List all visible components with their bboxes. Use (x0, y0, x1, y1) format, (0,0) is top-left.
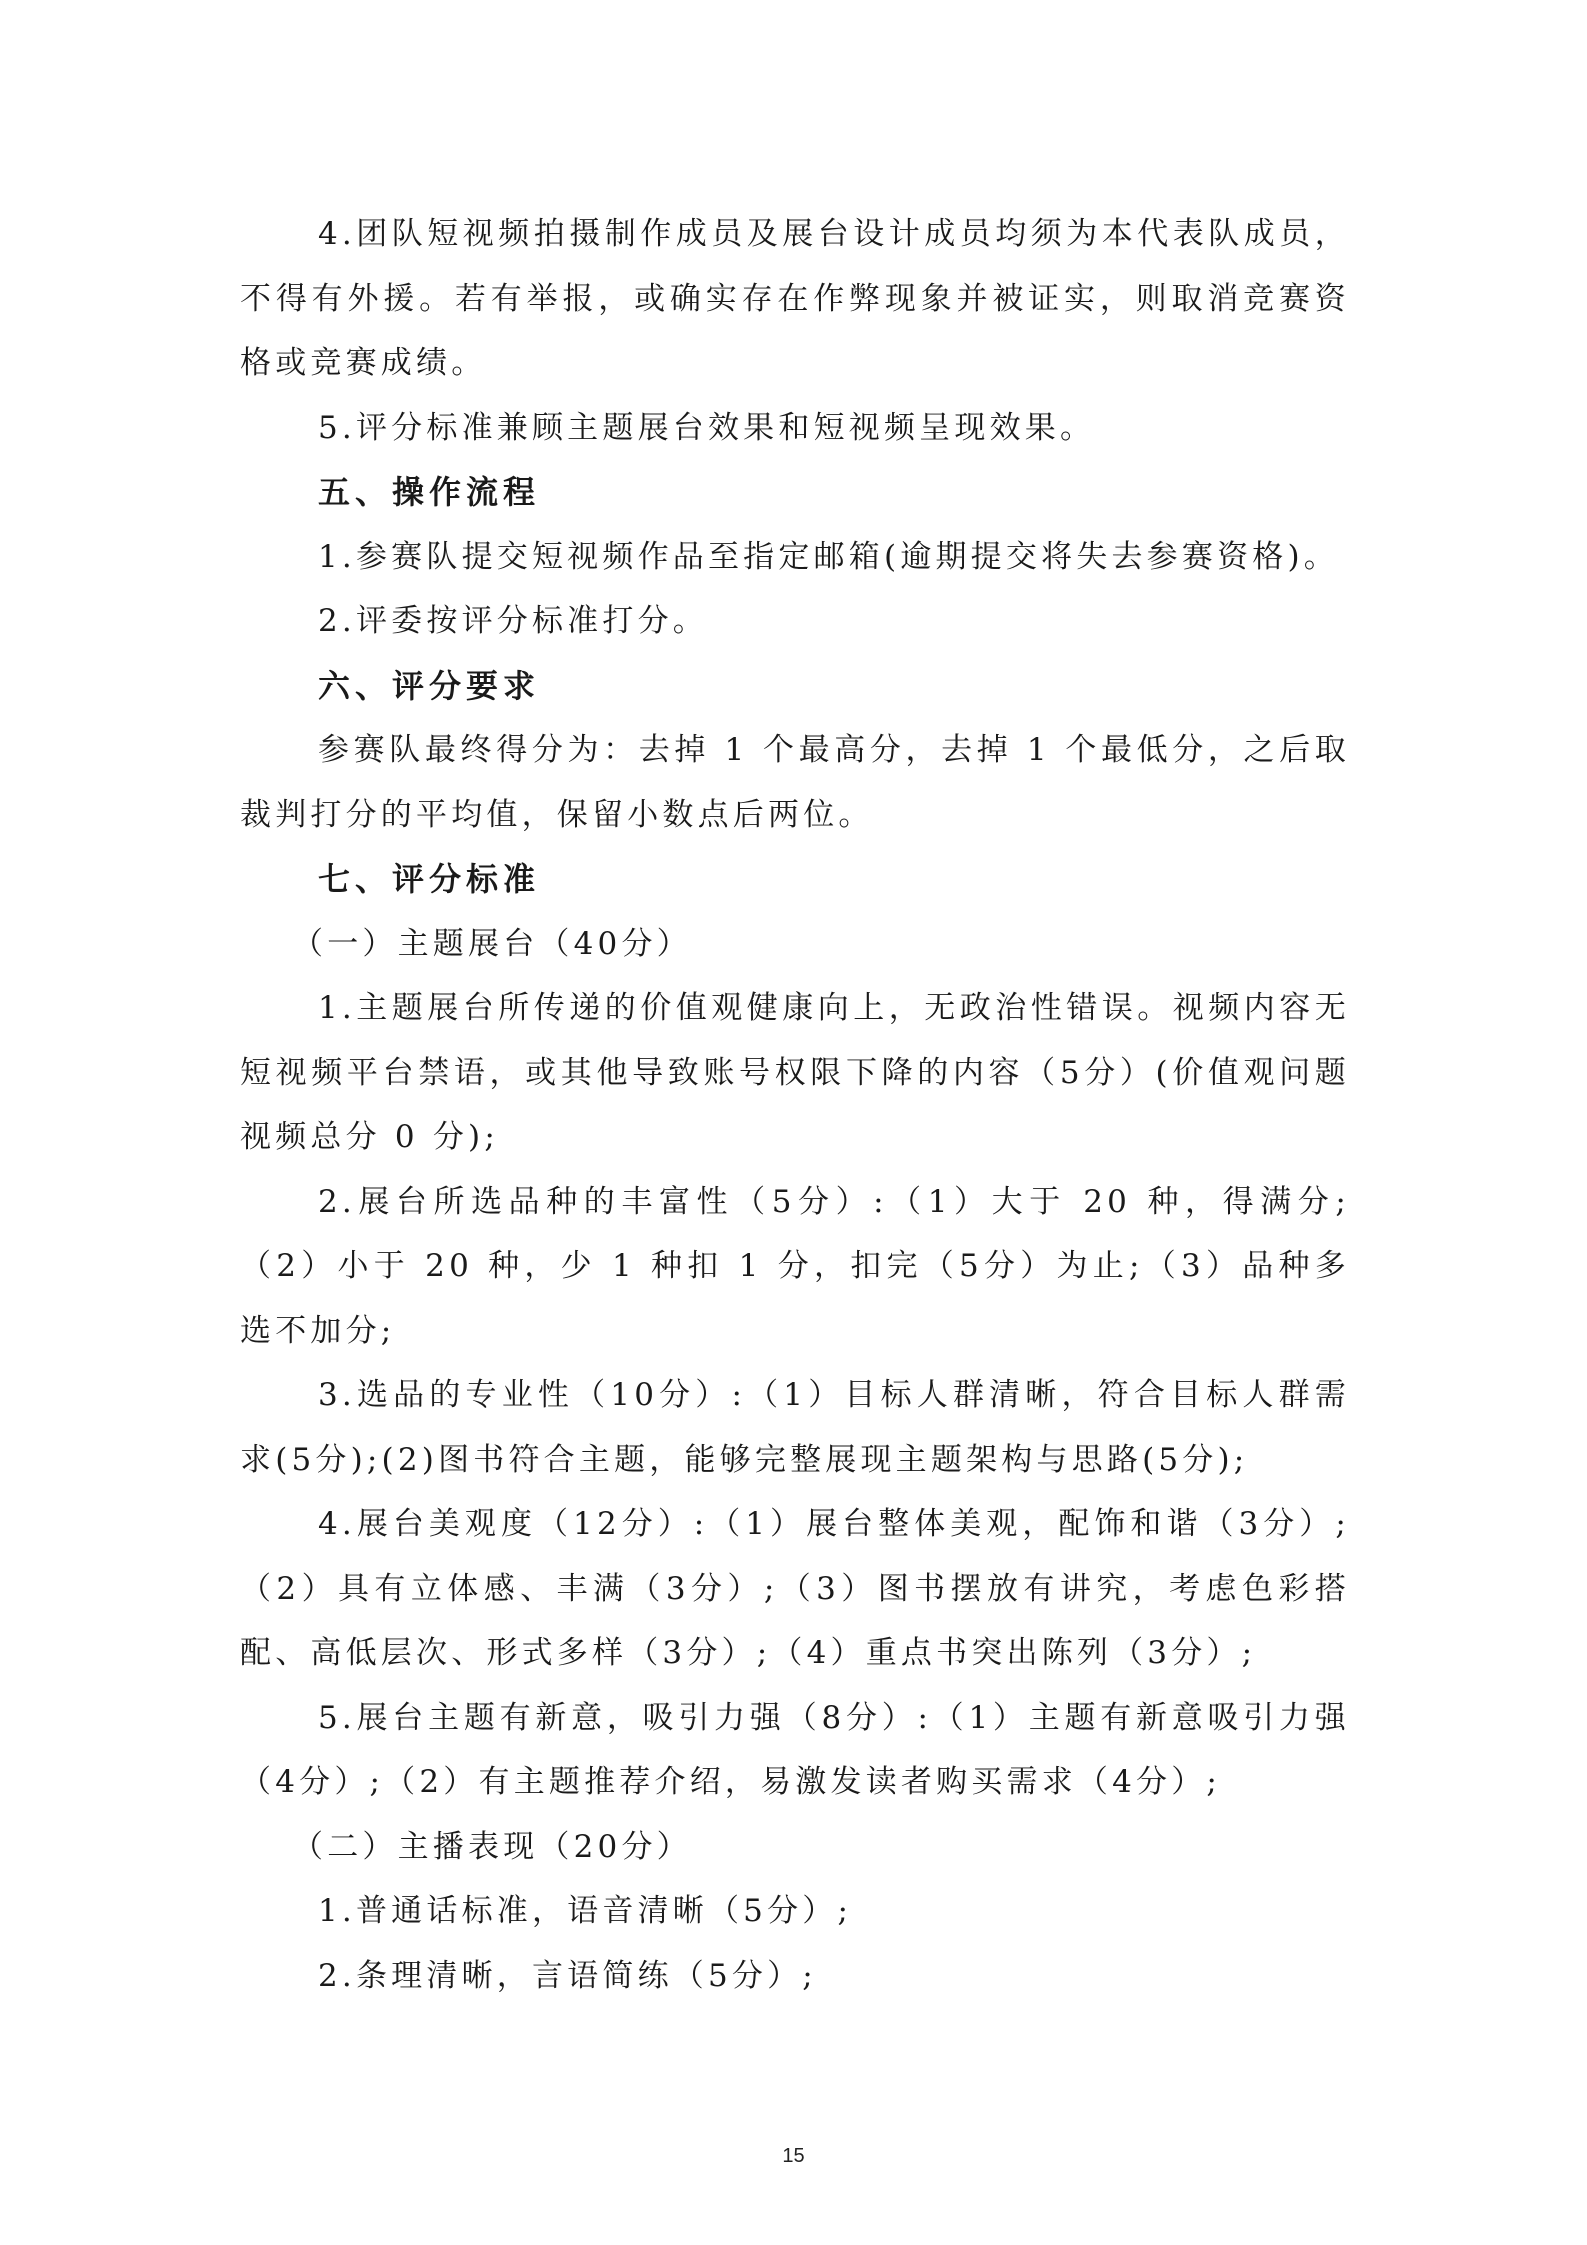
paragraph-mandarin-criterion: 1.普通话标准，语音清晰（5分）; (318, 1893, 853, 1929)
section-heading-scoring-criteria: 七、评分标准 (318, 860, 541, 898)
paragraph-values-criterion: 1.主题展台所传递的价值观健康向上，无政治性错误。视频内容无短视频平台禁语，或其他导致账号权限下降的内容（5分）(价值观问题视频总分 0 分); (240, 990, 1350, 1155)
page-number: 15 (782, 2145, 805, 2167)
paragraph-scoring-balance: 5.评分标准兼顾主题展台效果和短视频呈现效果。 (318, 409, 1096, 446)
paragraph-variety-criterion: 2.展台所选品种的丰富性（5分）:（1）大于 20 种，得满分;（2）小于 20 种，少 1 种扣 1 分，扣完（5分）为止;（3）品种多选不加分; (240, 1183, 1350, 1349)
document-body (240, 202, 1350, 2008)
paragraph-aesthetics-criterion: 4.展台美观度（12分）:（1）展台整体美观，配饰和谐（3分）;（2）具有立体感、丰满（3分）;（3）图书摆放有讲究，考虑色彩搭配、高低层次、形式多样（3分）;（4）重点书突出陈列（3分）; (240, 1506, 1350, 1671)
paragraph-clarity-criterion: 2.条理清晰，言语简练（5分）; (318, 1957, 817, 1994)
paragraph-novelty-criterion: 5.展台主题有新意，吸引力强（8分）:（1）主题有新意吸引力强（4分）;（2）有主题推荐介绍，易激发读者购买需求（4分）; (240, 1699, 1350, 1800)
subheading-theme-booth: （一）主题展台（40分） (292, 925, 692, 962)
paragraph-submit-video: 1.参赛队提交短视频作品至指定邮箱(逾期提交将失去参赛资格)。 (318, 538, 1339, 575)
subheading-host-performance: （二）主播表现（20分） (292, 1828, 692, 1865)
paragraph-team-members-rule: 4.团队短视频拍摄制作成员及展台设计成员均须为本代表队成员，不得有外援。若有举报，或确实存在作弊现象并被证实，则取消竞赛资格或竞赛成绩。 (240, 216, 1350, 381)
section-heading-scoring-requirements: 六、评分要求 (318, 666, 541, 705)
paragraph-professionalism-criterion: 3.选品的专业性（10分）:（1）目标人群清晰，符合目标人群需求(5分);(2)图书符合主题，能够完整展现主题架构与思路(5分); (240, 1377, 1350, 1478)
paragraph-final-score-rule: 参赛队最终得分为：去掉 1 个最高分，去掉 1 个最低分，之后取裁判打分的平均值，保留小数点后两位。 (240, 732, 1350, 833)
section-heading-operation-process: 五、操作流程 (318, 473, 541, 511)
paragraph-judges-score: 2.评委按评分标准打分。 (318, 603, 708, 639)
